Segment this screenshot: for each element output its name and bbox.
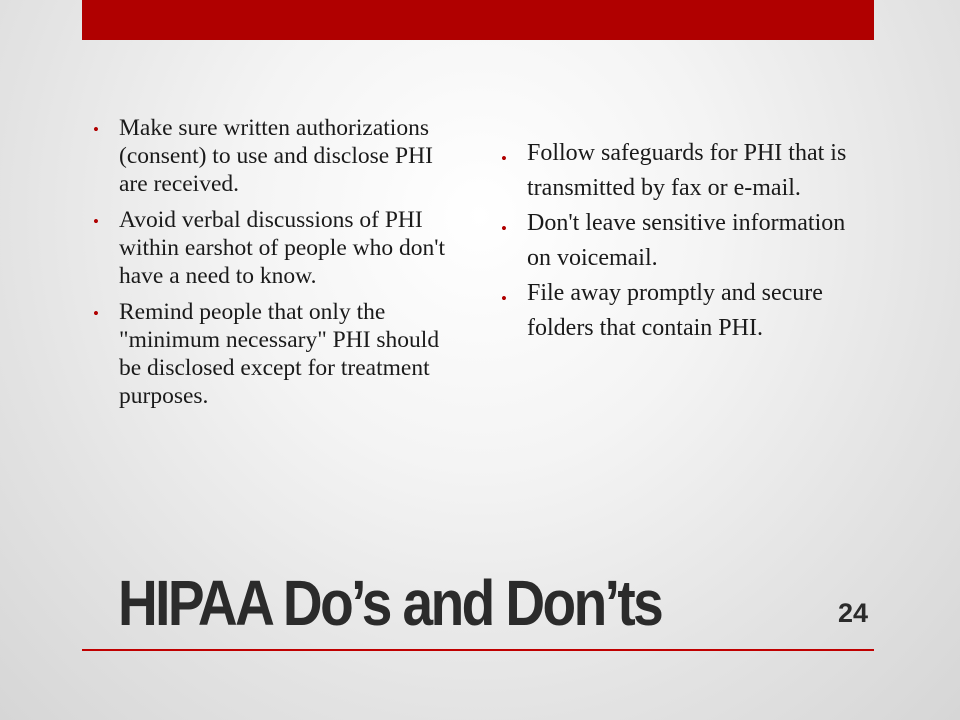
list-item — [501, 206, 867, 276]
bullet-icon: • — [501, 149, 507, 168]
bullet-icon: • — [501, 289, 507, 308]
bullet-icon: • — [501, 219, 507, 238]
list-item — [93, 298, 459, 410]
top-accent-bar — [82, 0, 874, 40]
bullet-text: Remind people that only the "minimum necessary" PHI should be disclosed except for treatment purposes. — [119, 299, 440, 409]
list-item — [501, 136, 867, 206]
page-number: 24 — [838, 598, 869, 628]
left-bullet-list — [93, 114, 459, 418]
title-underline — [82, 649, 874, 651]
bullet-icon: • — [93, 212, 99, 231]
bullet-icon: • — [93, 120, 99, 139]
slide-title: HIPAA Do’s and Don’ts — [118, 567, 662, 639]
list-item — [501, 276, 867, 346]
bullet-text: Don't leave sensitive information on voicemail. — [527, 210, 846, 271]
right-bullet-list — [501, 136, 867, 346]
bullet-text: Avoid verbal discussions of PHI within earshot of people who don't have a need to know. — [119, 207, 445, 289]
bullet-text: File away promptly and secure folders that contain PHI. — [527, 280, 823, 341]
bullet-text: Make sure written authorizations (consent) to use and disclose PHI are received. — [119, 115, 433, 197]
list-item — [93, 206, 459, 290]
list-item — [93, 114, 459, 198]
bullet-icon: • — [93, 304, 99, 323]
bullet-text: Follow safeguards for PHI that is transmitted by fax or e-mail. — [527, 140, 847, 201]
